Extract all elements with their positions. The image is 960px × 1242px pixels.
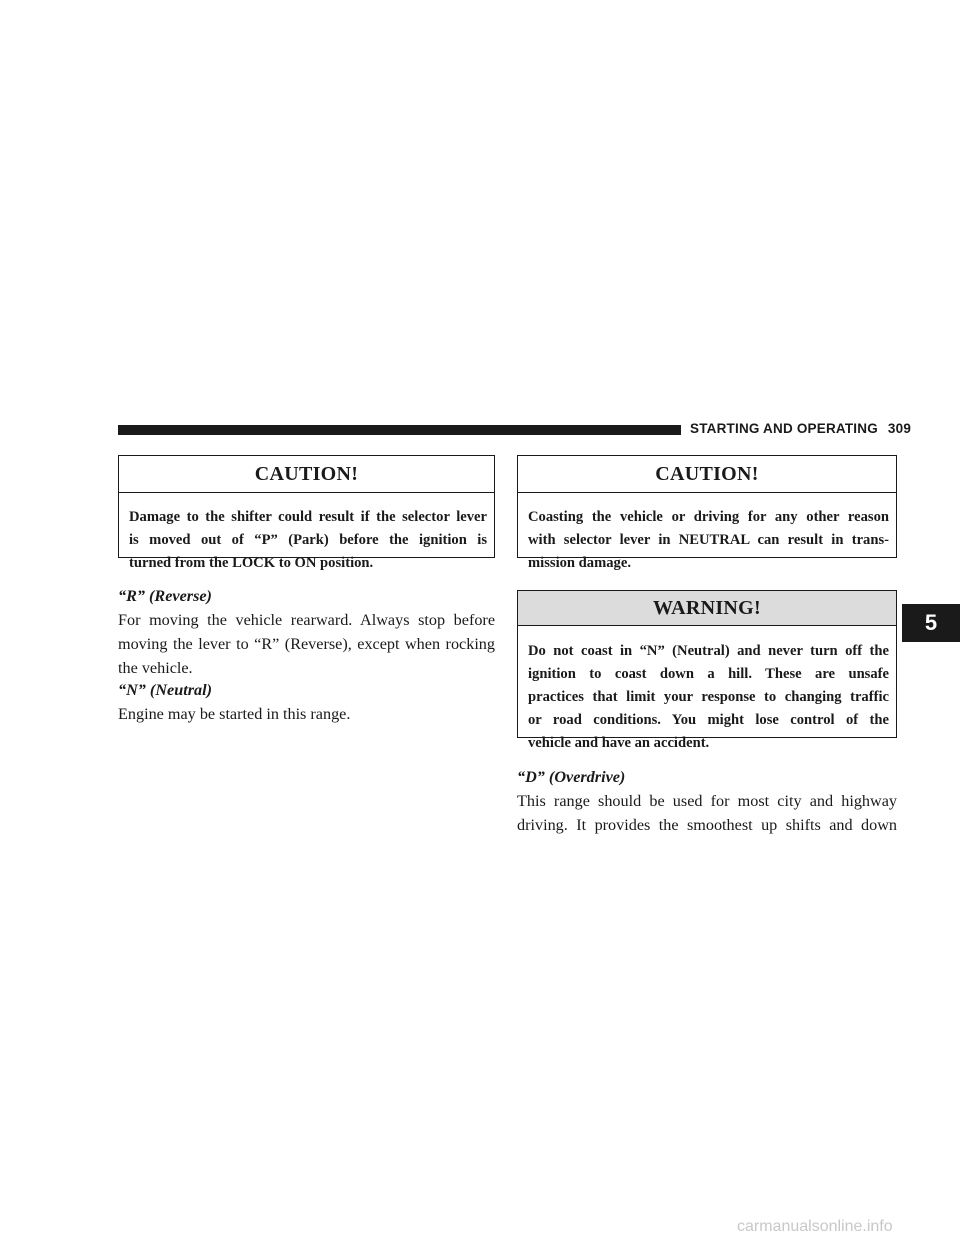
caution-line: turned from the LOCK to ON position. [129,555,374,571]
overdrive-line: driving. It provides the smoothest up shifts and down [517,816,897,834]
caution-body [119,493,494,585]
reverse-line: For moving the vehicle rearward. Always stop before [118,611,495,629]
overdrive-heading: “D” (Overdrive) [517,768,626,786]
reverse-line: moving the lever to “R” (Reverse), except when rocking [118,635,495,653]
reverse-heading: “R” (Reverse) [118,587,212,605]
watermark: carmanualsonline.info [737,1218,893,1235]
caution-box-shifter [118,455,495,571]
reverse-line: the vehicle. [118,659,193,677]
neutral-line: Engine may be started in this range. [118,705,351,723]
caution-line: is moved out of “P” (Park) before the ignition is [129,532,487,548]
caution-title: CAUTION! [518,456,896,493]
header-rule [118,425,681,435]
caution-line: mission damage. [528,555,631,571]
caution-line: with selector lever in NEUTRAL can result in trans- [528,532,889,548]
overdrive-line: This range should be used for most city and highway [517,792,897,810]
warning-line: or road conditions. You might lose control of the [528,712,889,728]
chapter-tab: 5 [902,604,960,642]
page-number: 309 [887,421,912,436]
overdrive-section [517,765,897,837]
warning-line: ignition to coast down a hill. These are unsafe [528,666,889,682]
caution-line: Coasting the vehicle or driving for any other reason [528,509,889,525]
caution-line: Damage to the shifter could result if the selector lever [129,509,487,525]
warning-title: WARNING! [518,591,896,626]
reverse-section [118,584,495,680]
warning-body [518,626,896,765]
neutral-heading: “N” (Neutral) [118,681,212,699]
warning-line: Do not coast in “N” (Neutral) and never turn off the [528,643,889,659]
warning-box-coasting [517,590,897,751]
neutral-section [118,678,495,726]
warning-line: practices that limit your response to changing traffic [528,689,889,705]
section-title: STARTING AND OPERATING [690,421,878,436]
caution-title: CAUTION! [119,456,494,493]
caution-box-neutral [517,455,897,571]
running-header [690,421,911,436]
caution-body [518,493,896,585]
warning-line: vehicle and have an accident. [528,735,710,751]
